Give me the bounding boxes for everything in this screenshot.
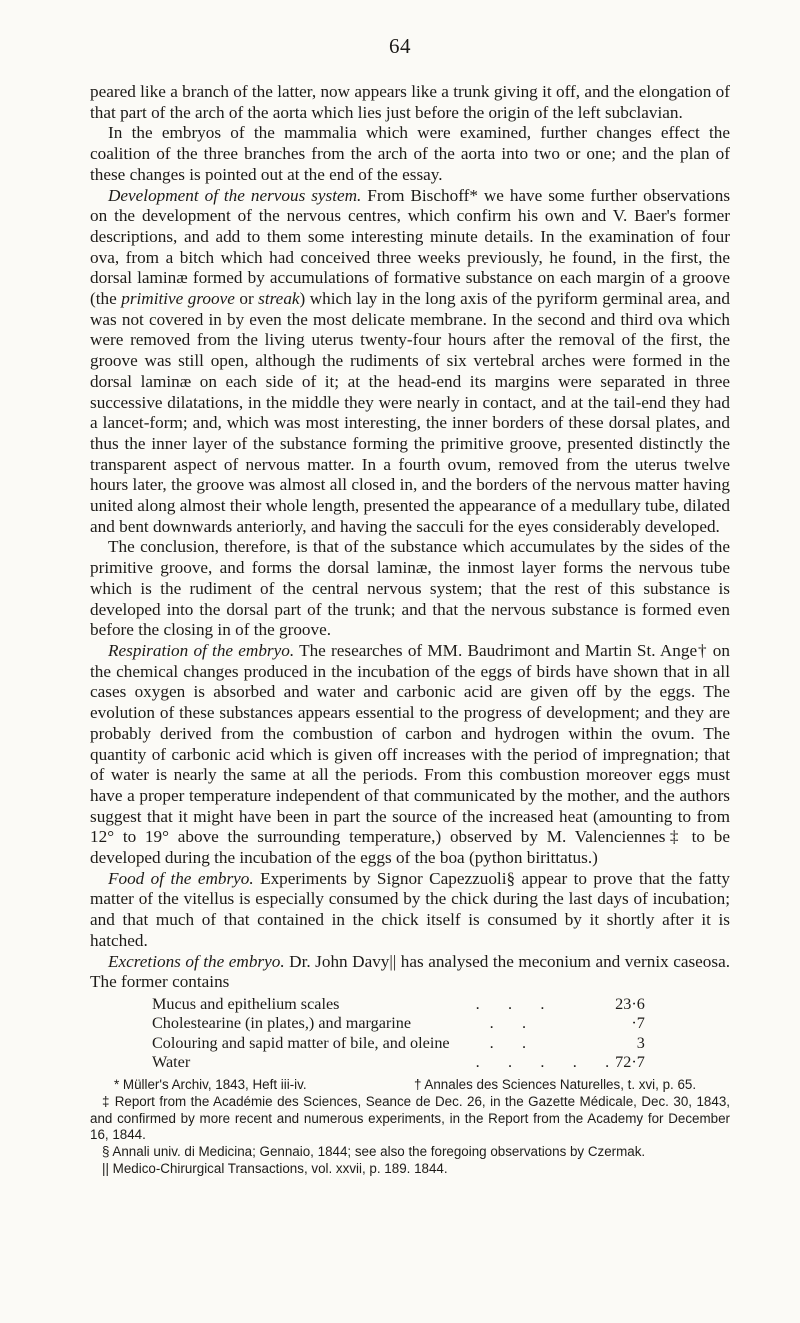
table-row	[152, 995, 645, 1015]
footnote-muller: * Müller's Archiv, 1843, Heft iii-iv.	[114, 1076, 307, 1092]
table-row	[152, 1034, 645, 1054]
leader-dots: . .	[489, 1014, 527, 1033]
component-value: ·7	[631, 1014, 645, 1033]
meconium-composition-table	[152, 995, 645, 1073]
paragraph-respiration: Respiration of the embryo. The researches of MM. Baudrimont and Martin St. Ange† on the chemical changes produced in the incubation of the eggs of birds have shown that in all cases oxygen is absorbed and water and carbonic acid are given off by the eggs. The evolution of these substances appears essential to the progress of development; and they are probably derived from the combustion of carbon and hydrogen within the ovum. The quantity of carbonic acid which is given off increases with the period of impregnation; that of water is nearly the same at all the periods. From this combustion moreover eggs must have a proper temperature independent of that communicated by the mother, and the authors suggest that it might have been in part the source of the increased heat (amounting to from 12° to 19° above the surrounding temperature,) observed by M. Valenciennes‡ to be developed during the incubation of the eggs of the boa (python birittatus.)	[90, 640, 730, 868]
page-number: 64	[389, 34, 411, 58]
paragraph-nervous-system: Development of the nervous system. From Bischoff* we have some further observations on the development of the nervous centres, which confirm his own and V. Baer's former descriptions, and add to them some interesting minute details. In the examination of four ova, from a bitch which had conceived three weeks previously, he found, in the first, the dorsal laminæ formed by accumulations of formative substance on each margin of a groove (the primitive groove or streak) which lay in the long axis of the pyriform germinal area, and was not covered in by even the most delicate membrane. In the second and third ova which were removed from the living uterus twenty-four hours after the removal of the first, the groove was still open, although the rudiments of six vertebral arches were formed in the dorsal laminæ on each side of it; at the head-end its margins were separated in three successive dilatations, in the middle they were nearly in contact, and at the tail-end they had a lancet-form; and, which was most interesting, the inner borders of these dorsal plates, and thus the inner layer of the substance forming the primitive groove, presented distinctly the transparent aspect of nervous matter. In a fourth ovum, removed from the uterus twelve hours later, the groove was almost all closed in, and the borders of the nervous matter having united along almost their whole length, presented the appearance of a medullary tube, dilated and bent downwards anteriorly, and having the sacculi for the eyes considerably developed.	[90, 185, 731, 536]
footnote-academie: ‡ Report from the Académie des Sciences, Seance de Dec. 26, in the Gazette Médicale, Dec. 30, 1843, and confirmed by more recent and numerous experiments, in the Report from the Academy for December 16, 1844.	[90, 1093, 730, 1143]
paragraph-excretions: Excretions of the embryo. Dr. John Davy|| has analysed the meconium and vernix caseosa. The former contains	[90, 951, 730, 992]
section-heading-food: Food of the embryo.	[108, 868, 254, 888]
footnote-medico-chirurgical: || Medico-Chirurgical Transactions, vol. xxvii, p. 189. 1844.	[102, 1160, 448, 1176]
component-value: 3	[636, 1033, 645, 1052]
component-label: Mucus and epithelium scales	[152, 994, 340, 1013]
component-label: Cholestearine (in plates,) and margarine	[152, 1014, 412, 1033]
term-primitive-groove: primitive groove	[121, 289, 235, 309]
paragraph-conclusion: The conclusion, therefore, is that of the substance which accumulates by the sides of the primitive groove, and forms the dorsal laminæ, the inmost layer forms the nervous tube which is the rudiment of the central nervous system; that the rest of this substance is developed into the dorsal part of the trunk; and that the nervous substance is formed even before the closing in of the groove.	[90, 537, 730, 640]
table-row	[152, 1014, 645, 1034]
footnote-row	[90, 1077, 730, 1094]
component-label: Water	[152, 1053, 191, 1072]
section-heading-excretions: Excretions of the embryo.	[108, 951, 285, 971]
leader-dots: . . . . .	[475, 1053, 610, 1072]
paragraph-aorta-continued: peared like a branch of the latter, now appears like a trunk giving it off, and the elongation of that part of the arch of the aorta which lies just before the origin of the left subclavian.	[90, 82, 730, 122]
paragraph-food: Food of the embryo. Experiments by Signor Capezzuoli§ appear to prove that the fatty matter of the vitellus is especially consumed by the chick during the last days of incubation; and that much of that contained in the chick itself is consumed by it shortly after it is hatched.	[90, 868, 730, 950]
table-row	[152, 1053, 645, 1073]
footnote-annales: † Annales des Sciences Naturelles, t. xvi, p. 65.	[414, 1076, 697, 1092]
leader-dots: . . .	[475, 994, 545, 1013]
footnotes	[90, 1077, 730, 1178]
component-value: 72·7	[615, 1053, 645, 1072]
component-value: 23·6	[615, 994, 645, 1013]
paragraph-mammalia: In the embryos of the mammalia which were examined, further changes effect the coalition of the three branches from the arch of the aorta into two or one; and the plan of these changes is pointed out at the end of the essay.	[90, 123, 730, 184]
section-heading-nervous-system: Development of the nervous system.	[108, 185, 362, 205]
section-heading-respiration: Respiration of the embryo.	[108, 640, 295, 660]
body-text	[90, 82, 730, 1178]
component-label: Colouring and sapid matter of bile, and oleine	[152, 1033, 450, 1052]
term-streak: streak	[258, 289, 300, 309]
leader-dots: . .	[489, 1033, 527, 1052]
footnote-annali: § Annali univ. di Medicina; Gennaio, 1844; see also the foregoing observations by Czermak.	[102, 1144, 646, 1160]
